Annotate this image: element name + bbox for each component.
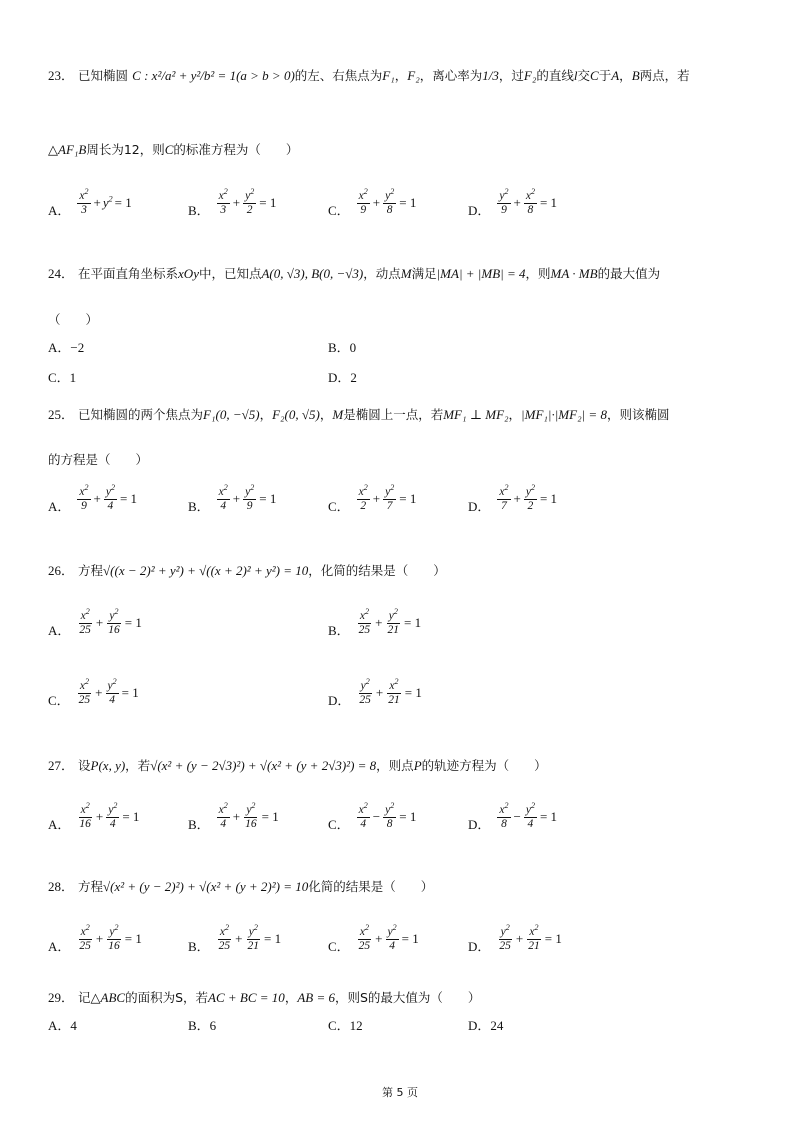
option-c[interactable]: C． $\frac{x^2}{25}$ + $\frac{y^2}{4}$ = 1 <box>48 676 139 708</box>
option-c[interactable]: C． $\frac{x^2}{4}$ − $\frac{y^2}{8}$ = 1 <box>328 800 417 832</box>
option-b[interactable]: B．6 <box>188 1018 217 1033</box>
equation: √((x − 2)² + y²) + √((x + 2)² + y²) = 10 <box>103 563 309 578</box>
eccentricity: 1/3 <box>482 68 499 83</box>
option-b[interactable]: B． $\frac{x^2}{4}$ + $\frac{y^2}{9}$ = 1 <box>188 482 277 514</box>
option-b[interactable]: B． $\frac{x^2}{25}$ + $\frac{y^2}{21}$ = 1 <box>188 922 282 954</box>
question-26: 26． 方程√((x − 2)² + y²) + √((x + 2)² + y²) = 10，化简的结果是（ ） <box>48 563 446 578</box>
ellipse-equation: C : x²/a² + y²/b² = 1(a > b > 0) <box>132 68 295 83</box>
option-c[interactable]: C． $\frac{x^2}{9}$ + $\frac{y^2}{8}$ = 1 <box>328 186 417 218</box>
option-b[interactable]: B． $\frac{x^2}{4}$ + $\frac{y^2}{16}$ = 1 <box>188 800 279 832</box>
question-27: 27． 设P(x, y)，若√(x² + (y − 2√3)²) + √(x² + (y + 2√3)²) = 8，则点P的轨迹方程为（ ） <box>48 758 547 773</box>
page-footer: 第 5 页 <box>382 1086 418 1099</box>
question-25: 25． 已知椭圆的两个焦点为F₁(0, −√5)，F₂(0, √5)，M是椭圆上一点，若MF₁ ⊥ MF₂，|MF₁|·|MF₂| = 8，则该椭圆 <box>48 407 670 422</box>
option-d[interactable]: D． $\frac{y^2}{9}$ + $\frac{x^2}{8}$ = 1 <box>468 186 558 218</box>
options-23 <box>48 186 758 220</box>
option-d[interactable]: D． $\frac{x^2}{7}$ + $\frac{y^2}{2}$ = 1 <box>468 482 558 514</box>
question-28: 28． 方程√(x² + (y − 2)²) + √(x² + (y + 2)²) = 10化简的结果是（ ） <box>48 879 434 894</box>
options-26-row2 <box>48 676 758 710</box>
equation: √(x² + (y − 2)²) + √(x² + (y + 2)²) = 10 <box>103 879 309 894</box>
option-a[interactable]: A． $\frac{x^2}{16}$ + $\frac{y^2}{4}$ = 1 <box>48 800 140 832</box>
question-25-cont: 的方程是（ ） <box>48 452 149 467</box>
option-c[interactable]: C． $\frac{x^2}{25}$ + $\frac{y^2}{4}$ = 1 <box>328 922 419 954</box>
question-23: 23． 已知椭圆 C : x²/a² + y²/b² = 1(a > b > 0)的左、右焦点为F₁，F₂，离心率为1/3，过F₂的直线l交C于A，B两点，若 <box>48 68 690 83</box>
option-a[interactable]: A． $\frac{x^2}{9}$ + $\frac{y^2}{4}$ = 1 <box>48 482 138 514</box>
option-a[interactable]: A．4 <box>48 1018 77 1033</box>
option-d[interactable]: D．24 <box>468 1018 504 1033</box>
options-28 <box>48 922 758 956</box>
option-a[interactable]: A．−2 <box>48 340 85 355</box>
question-29: 29． 记△ABC的面积为S，若AC + BC = 10，AB = 6，则S的最大值为（ ） <box>48 990 481 1005</box>
options-26-row1 <box>48 606 758 640</box>
equation: √(x² + (y − 2√3)²) + √(x² + (y + 2√3)²) = 8 <box>150 758 377 773</box>
question-number: 23． <box>48 68 75 83</box>
question-24: 24． 在平面直角坐标系xOy中，已知点A(0, √3), B(0, −√3)，动点M满足|MA| + |MB| = 4，则MA · MB的最大值为 <box>48 266 661 281</box>
option-d[interactable]: D． $\frac{y^2}{25}$ + $\frac{x^2}{21}$ = 1 <box>328 676 422 708</box>
option-c[interactable]: C． $\frac{x^2}{2}$ + $\frac{y^2}{7}$ = 1 <box>328 482 417 514</box>
option-b[interactable]: B． $\frac{x^2}{25}$ + $\frac{y^2}{21}$ = 1 <box>328 606 422 638</box>
option-d[interactable]: D． $\frac{y^2}{25}$ + $\frac{x^2}{21}$ = 1 <box>468 922 562 954</box>
option-b[interactable]: B．0 <box>328 340 357 355</box>
question-24-cont: （ ） <box>48 312 99 327</box>
option-a[interactable]: A． $\frac{x^2}{25}$ + $\frac{y^2}{16}$ = 1 <box>48 606 142 638</box>
options-27 <box>48 800 758 834</box>
option-c[interactable]: C．12 <box>328 1018 363 1033</box>
option-a[interactable]: A． $\frac{x^2}{25}$ + $\frac{y^2}{16}$ = 1 <box>48 922 142 954</box>
option-d[interactable]: D． $\frac{x^2}{8}$ − $\frac{y^2}{4}$ = 1 <box>468 800 558 832</box>
question-23-cont: △AF₁B周长为12，则C的标准方程为（ ） <box>48 142 299 157</box>
option-d[interactable]: D．2 <box>328 370 357 385</box>
option-b[interactable]: B． $\frac{x^2}{3}$ + $\frac{y^2}{2}$ = 1 <box>188 186 277 218</box>
option-a[interactable]: A． $\frac{x^2}{3}$ + $y^2$ = 1 <box>48 186 132 218</box>
options-25 <box>48 482 758 516</box>
option-c[interactable]: C．1 <box>48 370 77 385</box>
